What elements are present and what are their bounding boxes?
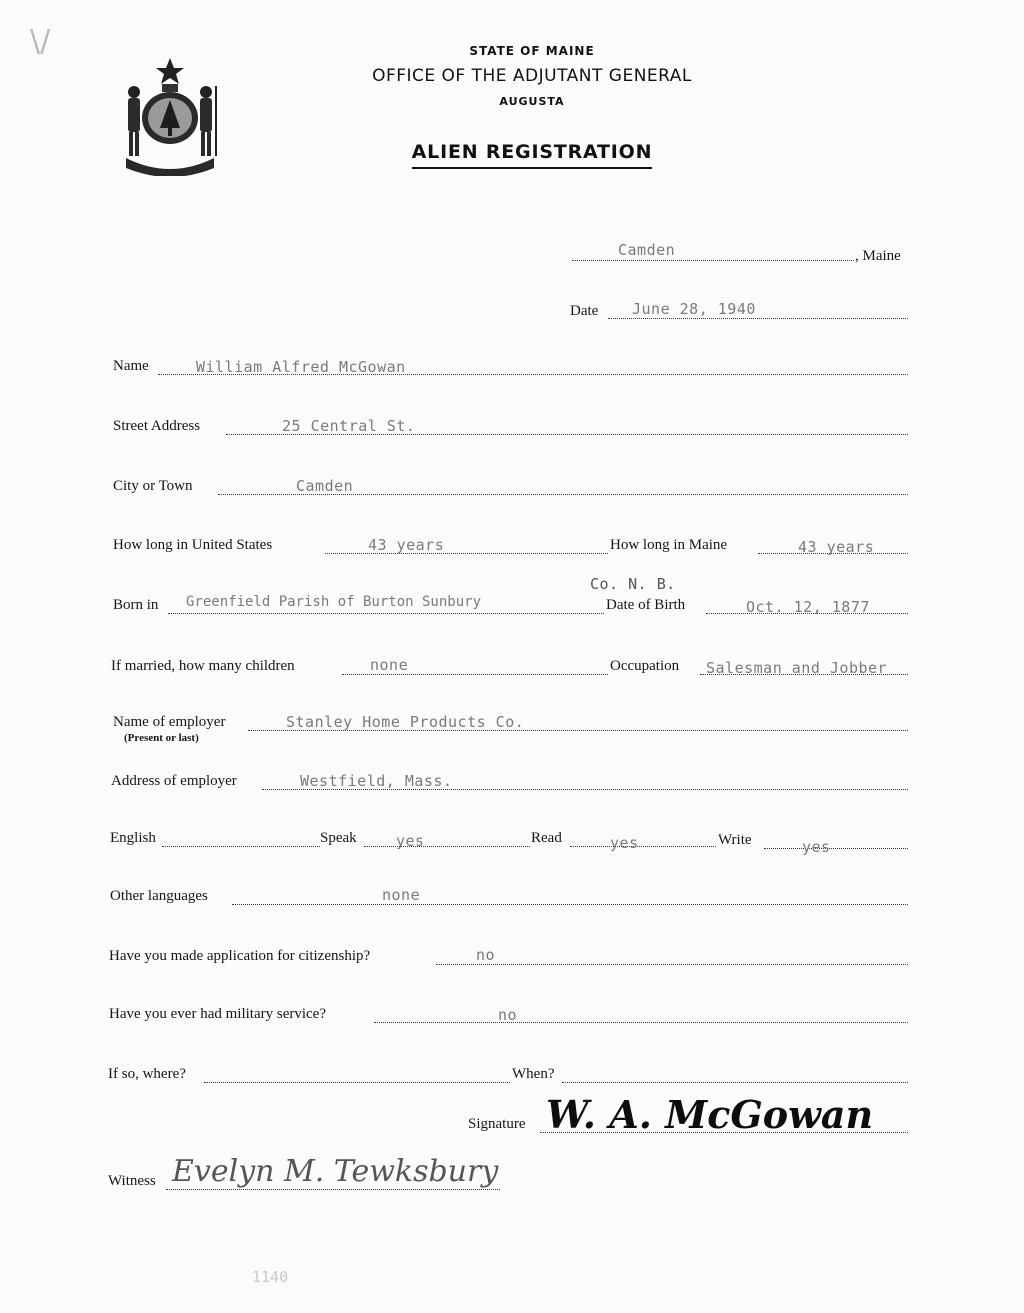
street-label: Street Address [113,418,201,434]
place-suffix: , Maine [855,248,901,264]
born-value: Greenfield Parish of Burton Sunbury [186,594,482,610]
english-label: English [110,830,156,846]
witness-line [166,1189,500,1190]
read-line [570,846,716,847]
write-label: Write [718,832,752,848]
date-label: Date [570,303,599,319]
city-heading: AUGUSTA [499,95,565,108]
when-label: When? [512,1066,555,1082]
employer-address-label: Address of employer [111,773,237,789]
read-label: Read [531,830,562,846]
name-value: William Alfred McGowan [196,358,406,376]
employer-value: Stanley Home Products Co. [286,713,525,731]
occupation-label: Occupation [610,658,680,674]
read-value: yes [610,834,639,852]
dob-value: Oct. 12, 1877 [746,598,870,616]
dob-label: Date of Birth [606,597,686,613]
employer-label: Name of employer [113,714,226,730]
where-label: If so, where? [108,1066,186,1082]
state-heading: STATE OF MAINE [469,44,595,58]
place-line [572,260,854,261]
office-heading: OFFICE OF THE ADJUTANT GENERAL [372,66,692,86]
citizenship-value: no [476,946,496,964]
witness-value: Evelyn M. Tewksbury [172,1154,499,1189]
city-label: City or Town [113,478,193,494]
other-languages-label: Other languages [110,888,208,904]
name-label: Name [113,358,149,374]
witness-label: Witness [108,1173,156,1189]
military-label: Have you ever had military service? [109,1006,326,1022]
speak-value: yes [396,832,425,850]
form-title: ALIEN REGISTRATION [20,141,1024,163]
date-value: June 28, 1940 [632,300,756,318]
signature-label: Signature [468,1116,526,1132]
us-time-value: 43 years [368,536,445,554]
maine-time-value: 43 years [798,538,875,556]
military-value: no [498,1006,518,1024]
children-value: none [370,656,409,674]
military-line [374,1022,908,1023]
street-value: 25 Central St. [282,417,416,435]
employer-address-value: Westfield, Mass. [300,772,453,790]
other-languages-value: none [382,886,421,904]
children-line [342,674,608,675]
born-label: Born in [113,597,159,613]
occupation-value: Salesman and Jobber [706,659,888,677]
citizenship-label: Have you made application for citizenship? [109,948,371,964]
born-line [168,613,604,614]
write-value: yes [802,838,831,856]
file-stamp: 1140 [252,1268,289,1286]
employer-sublabel: (Present or last) [124,732,199,744]
signature-value: W. A. McGowan [546,1092,874,1137]
seal-banner-text: MAINE [151,158,187,168]
where-line [204,1082,510,1083]
citizenship-line [436,964,908,965]
write-line [764,848,908,849]
maine-time-label: How long in Maine [610,537,728,553]
speak-line [364,846,530,847]
born-county-note: Co. N. B. [590,575,676,593]
when-line [562,1082,908,1083]
margin-check-mark: \/ [30,24,51,59]
english-line [162,846,320,847]
date-line [608,318,908,319]
city-value: Camden [296,477,354,495]
speak-label: Speak [320,830,357,846]
place-value: Camden [618,241,676,259]
other-languages-line [232,904,908,905]
children-label: If married, how many children [111,658,295,674]
us-time-label: How long in United States [113,537,273,553]
